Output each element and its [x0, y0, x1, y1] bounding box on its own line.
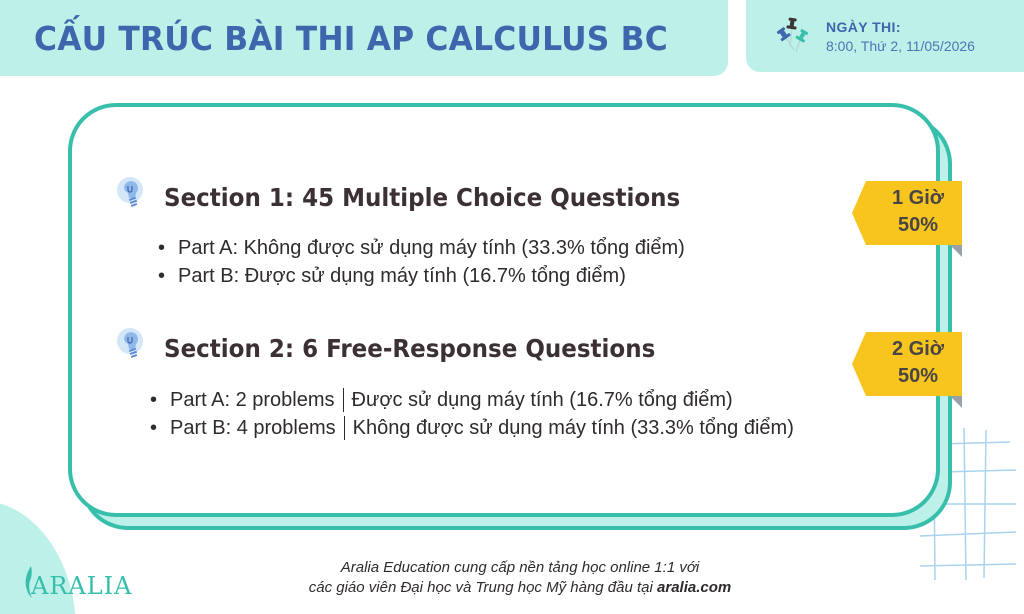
title-banner [0, 0, 728, 76]
tag-weight: 50% [897, 365, 939, 387]
tag-text [872, 336, 964, 390]
part-text: Part B: Được sử dụng máy tính (16.7% tổng điểm) [178, 265, 626, 287]
section-2-parts [150, 386, 794, 442]
part-text: Part A: Không được sử dụng máy tính (33.3% tổng điểm) [178, 237, 685, 259]
section-2-title: Section 2: 6 Free-Response Questions [164, 333, 656, 363]
footer-link[interactable]: aralia.com [657, 579, 732, 596]
footer-line-1: Aralia Education cung cấp nền tảng học online 1:1 với [340, 559, 700, 576]
pushpins-icon [776, 16, 812, 56]
bullet-icon: • [150, 389, 158, 411]
footer-line-2-text: các giáo viên Đại học và Trung học Mỹ hàng đầu tại [308, 579, 658, 596]
list-item [150, 414, 794, 442]
tag-text [872, 185, 964, 239]
exam-date-label: NGÀY THI: [826, 18, 901, 35]
section-1-time-tag [852, 181, 962, 245]
footer-text [240, 558, 800, 598]
lightbulb-icon [116, 176, 150, 218]
lightbulb-icon [116, 327, 150, 369]
bullet-icon: • [150, 417, 158, 439]
divider [343, 388, 344, 412]
part-text: Không được sử dụng máy tính (33.3% tổng điểm) [352, 417, 794, 439]
section-1-title: Section 1: 45 Multiple Choice Questions [164, 182, 681, 212]
part-label: Part A: 2 problems [170, 389, 335, 411]
tag-time: 2 Giờ [891, 338, 944, 360]
section-2-heading [116, 327, 698, 369]
page-title: CẤU TRÚC BÀI THI AP CALCULUS BC [34, 18, 668, 58]
section-1-parts [158, 234, 685, 290]
list-item [150, 386, 794, 414]
list-item [158, 234, 685, 262]
exam-date-text [826, 19, 975, 54]
logo-text: ARALIA [31, 572, 133, 600]
exam-date-box [746, 0, 1024, 72]
part-label: Part B: 4 problems [170, 417, 336, 439]
bullet-icon: • [158, 265, 166, 287]
tag-time: 1 Giờ [891, 187, 944, 209]
aralia-logo [24, 566, 132, 598]
exam-structure-card [68, 103, 940, 517]
divider [344, 416, 345, 440]
section-1-heading [116, 176, 725, 218]
exam-date-value: 8:00, Thứ 2, 11/05/2026 [826, 37, 975, 54]
tag-weight: 50% [897, 214, 939, 236]
section-2-time-tag [852, 332, 962, 396]
bullet-icon: • [158, 237, 166, 259]
footer-line-2 [240, 578, 800, 598]
list-item [158, 262, 685, 290]
part-text: Được sử dụng máy tính (16.7% tổng điểm) [351, 389, 733, 411]
